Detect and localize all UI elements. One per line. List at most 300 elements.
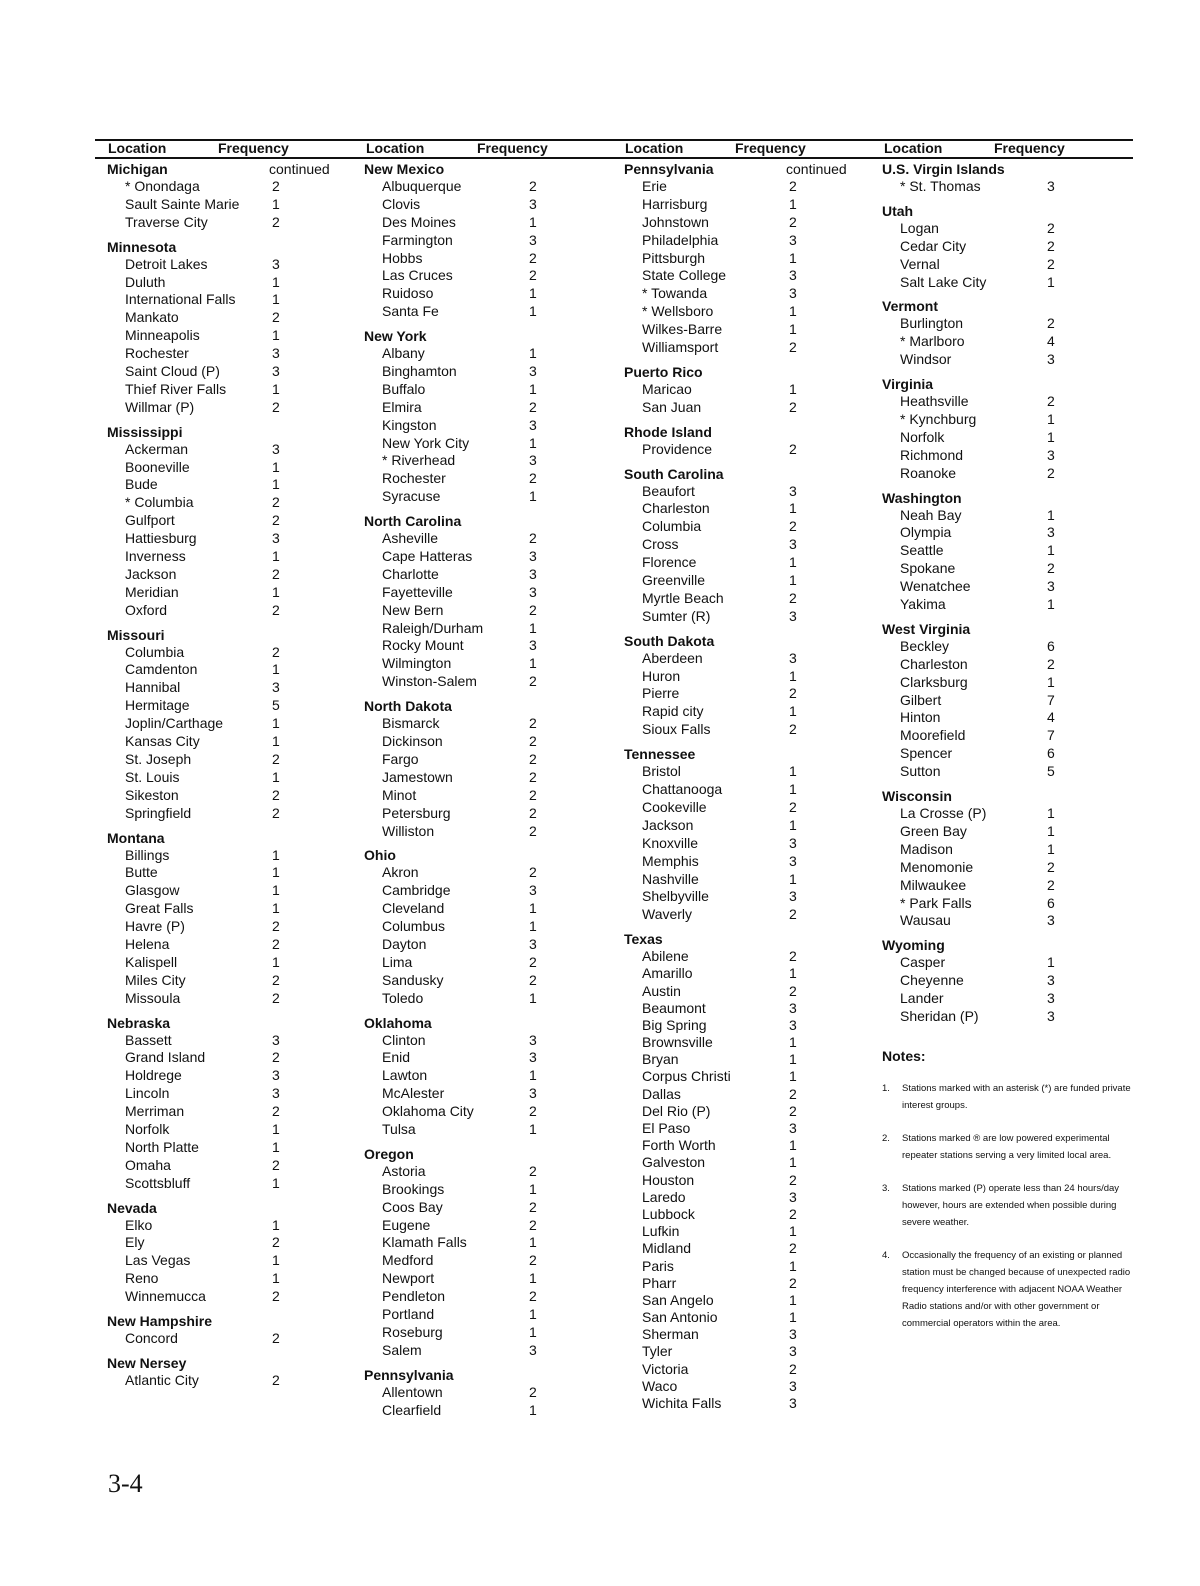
station-frequency: 2 [529, 601, 537, 618]
station-frequency: 1 [789, 1068, 797, 1085]
station-frequency: 2 [529, 822, 537, 839]
station-frequency: 3 [789, 1188, 797, 1205]
notes-section [882, 1048, 1132, 1332]
station-location: Paris [642, 1257, 674, 1274]
station-row [107, 459, 357, 477]
station-location: Austin [642, 982, 681, 999]
station-location: Houston [642, 1171, 695, 1188]
station-row [364, 655, 614, 673]
state-heading [107, 1312, 357, 1330]
station-row [364, 769, 614, 787]
state-heading [107, 1014, 357, 1032]
station-location: Sioux Falls [642, 721, 711, 738]
station-row [624, 250, 874, 268]
station-frequency: 2 [529, 1252, 537, 1269]
station-frequency: 3 [789, 1395, 797, 1412]
station-row [364, 1384, 614, 1402]
station-row [364, 954, 614, 972]
station-location: Rochester [382, 470, 446, 487]
station-location: Providence [642, 440, 713, 457]
station-row [624, 1000, 874, 1017]
station-row [624, 668, 874, 686]
station-location: Duluth [125, 273, 166, 290]
station-location: * Towanda [642, 285, 708, 302]
station-location: Detroit Lakes [125, 255, 208, 272]
station-frequency: 1 [529, 1270, 537, 1287]
station-location: Pierre [642, 685, 680, 702]
station-row [107, 954, 357, 972]
station-row [624, 1223, 874, 1240]
station-row [624, 1206, 874, 1223]
station-location: Fargo [382, 750, 419, 767]
station-row [882, 990, 1132, 1008]
station-frequency: 1 [1047, 542, 1055, 559]
station-row [364, 673, 614, 691]
station-frequency: 3 [529, 583, 537, 600]
station-frequency: 1 [529, 1401, 537, 1418]
station-frequency: 3 [529, 637, 537, 654]
station-location: Winston-Salem [382, 673, 477, 690]
station-row [624, 1189, 874, 1206]
station-location: Beaufort [642, 482, 695, 499]
station-frequency: 2 [789, 213, 797, 230]
state-name: Nebraska [107, 1014, 171, 1031]
station-location: Green Bay [900, 822, 967, 839]
station-frequency: 2 [789, 398, 797, 415]
station-frequency: 3 [789, 649, 797, 666]
station-location: Greenville [642, 572, 706, 589]
station-frequency: 2 [272, 1329, 280, 1346]
station-frequency: 1 [1047, 411, 1055, 428]
note-number: 1. [882, 1082, 890, 1094]
station-location: Moorefield [900, 727, 966, 744]
station-location: * Onondaga [125, 178, 200, 194]
station-row [364, 214, 614, 232]
state-heading [364, 512, 614, 530]
state-name: Wyoming [882, 937, 945, 954]
station-location: Fayetteville [382, 583, 453, 600]
station-location: New York City [382, 434, 470, 451]
station-frequency: 3 [272, 363, 280, 380]
station-location: Harrisburg [642, 195, 708, 212]
station-row [624, 799, 874, 817]
station-column-2 [364, 160, 614, 1419]
station-row [364, 488, 614, 506]
station-frequency: 2 [1047, 560, 1055, 577]
station-row [107, 847, 357, 865]
station-location: Aberdeen [642, 649, 703, 666]
station-row [364, 1288, 614, 1306]
station-location: Kingston [382, 416, 437, 433]
station-row [882, 841, 1132, 859]
station-row [364, 936, 614, 954]
station-row [107, 805, 357, 823]
station-location: Waverly [642, 906, 693, 923]
station-location: Traverse City [125, 213, 208, 230]
station-location: * St. Thomas [900, 178, 981, 194]
station-location: * Columbia [125, 494, 194, 511]
station-location: Ely [125, 1234, 145, 1251]
station-location: Yakima [900, 596, 946, 613]
station-location: Charlotte [382, 565, 439, 582]
station-frequency: 3 [1047, 990, 1055, 1007]
location-header: Location [625, 140, 684, 156]
station-location: Sumter (R) [642, 607, 711, 624]
station-frequency: 1 [789, 303, 797, 320]
station-frequency: 2 [1047, 393, 1055, 410]
station-frequency: 1 [1047, 273, 1055, 290]
station-location: Sutton [900, 763, 941, 780]
station-location: Corpus Christi [642, 1068, 731, 1085]
state-heading [364, 1014, 614, 1032]
station-frequency: 1 [272, 458, 280, 475]
station-frequency: 2 [1047, 255, 1055, 272]
state-heading [882, 160, 1132, 178]
station-location: Maricao [642, 380, 692, 397]
station-row [107, 566, 357, 584]
station-frequency: 3 [529, 231, 537, 248]
station-location: Cambridge [382, 882, 451, 899]
station-row [364, 452, 614, 470]
station-location: Mankato [125, 309, 179, 326]
station-location: Sikeston [125, 786, 179, 803]
station-frequency: 1 [272, 1216, 280, 1233]
station-row [364, 823, 614, 841]
station-frequency: 1 [789, 321, 797, 338]
station-row [624, 1378, 874, 1395]
station-row [882, 178, 1132, 196]
station-row [364, 548, 614, 566]
station-location: Victoria [642, 1360, 689, 1377]
station-frequency: 3 [272, 255, 280, 272]
station-location: Huron [642, 667, 681, 684]
station-location: Forth Worth [642, 1137, 716, 1154]
state-heading [624, 423, 874, 441]
station-location: Jamestown [382, 768, 453, 785]
column-header-4 [884, 140, 1134, 157]
station-frequency: 2 [789, 1274, 797, 1291]
state-heading [107, 829, 357, 847]
station-location: Glasgow [125, 882, 180, 899]
station-row [107, 602, 357, 620]
station-frequency: 6 [1047, 745, 1055, 762]
state-heading [364, 846, 614, 864]
station-row [107, 787, 357, 805]
state-name: Mississippi [107, 423, 183, 440]
station-row [882, 656, 1132, 674]
station-location: Shelbyville [642, 888, 709, 905]
station-location: Norfolk [125, 1120, 170, 1137]
state-heading [107, 423, 357, 441]
station-row [882, 912, 1132, 930]
station-location: Reno [125, 1270, 159, 1287]
station-location: Richmond [900, 446, 964, 463]
station-row [624, 1137, 874, 1154]
station-frequency: 1 [789, 1154, 797, 1171]
station-row [624, 685, 874, 703]
state-heading [364, 327, 614, 345]
station-row [882, 596, 1132, 614]
station-frequency: 2 [529, 1103, 537, 1120]
station-frequency: 2 [1047, 237, 1055, 254]
station-location: Gulfport [125, 512, 175, 529]
station-frequency: 3 [1047, 178, 1055, 194]
state-name: New Hampshire [107, 1312, 213, 1329]
station-row [107, 399, 357, 417]
station-row [107, 441, 357, 459]
state-name: U.S. Virgin Islands [882, 161, 1005, 177]
station-row [882, 578, 1132, 596]
station-frequency: 2 [272, 601, 280, 618]
station-frequency: 1 [272, 583, 280, 600]
station-row [624, 1103, 874, 1120]
station-row [364, 1270, 614, 1288]
station-location: Missoula [125, 989, 181, 1006]
station-row [624, 983, 874, 1000]
station-location: Neah Bay [900, 506, 962, 523]
state-heading [624, 465, 874, 483]
station-row [107, 512, 357, 530]
station-location: Cross [642, 536, 679, 553]
note-text: Stations marked (P) operate less than 24 hours/day however, hours are extended when possible during severe weather. [902, 1182, 1120, 1228]
station-location: Santa Fe [382, 303, 439, 320]
station-location: Laredo [642, 1188, 686, 1205]
state-heading [364, 160, 614, 178]
station-frequency: 2 [272, 178, 280, 194]
column-header-1 [108, 140, 358, 157]
station-row [624, 321, 874, 339]
note-number: 2. [882, 1132, 890, 1144]
station-row [624, 1034, 874, 1051]
station-location: Columbus [382, 918, 446, 935]
station-location: Asheville [382, 530, 439, 547]
station-frequency: 3 [1047, 912, 1055, 929]
station-location: Winnemucca [125, 1288, 206, 1305]
station-location: Des Moines [382, 213, 456, 230]
station-frequency: 1 [789, 965, 797, 982]
station-row [882, 447, 1132, 465]
station-location: Cookeville [642, 798, 707, 815]
station-frequency: 1 [529, 303, 537, 320]
state-name: Tennessee [624, 746, 696, 763]
station-frequency: 3 [789, 267, 797, 284]
station-frequency: 3 [529, 363, 537, 380]
station-column-4 [882, 160, 1132, 1332]
state-name: Michigan [107, 161, 168, 177]
station-row [882, 524, 1132, 542]
station-row [364, 972, 614, 990]
station-frequency: 1 [789, 572, 797, 589]
station-frequency: 1 [272, 1174, 280, 1191]
notes-list [882, 1080, 1132, 1332]
station-row [107, 1175, 357, 1193]
station-row [364, 1217, 614, 1235]
station-location: Bristol [642, 763, 681, 780]
station-row [107, 918, 357, 936]
station-frequency: 2 [529, 1216, 537, 1233]
station-frequency: 2 [789, 1360, 797, 1377]
station-row [364, 345, 614, 363]
station-row [107, 990, 357, 1008]
station-location: Knoxville [642, 834, 699, 851]
station-frequency: 3 [529, 565, 537, 582]
state-name: North Dakota [364, 698, 452, 715]
station-row [624, 483, 874, 501]
station-frequency: 3 [272, 1031, 280, 1048]
station-row [624, 853, 874, 871]
station-row [624, 1258, 874, 1275]
station-location: Abilene [642, 948, 689, 965]
station-row [624, 554, 874, 572]
station-row [624, 267, 874, 285]
station-row [107, 494, 357, 512]
station-frequency: 1 [272, 715, 280, 732]
station-row [364, 1085, 614, 1103]
note-item [882, 1130, 1132, 1164]
notes-title: Notes: [882, 1047, 926, 1064]
station-row [107, 715, 357, 733]
station-location: Olympia [900, 524, 952, 541]
station-frequency: 2 [789, 798, 797, 815]
station-row [364, 1032, 614, 1050]
station-location: Bryan [642, 1051, 679, 1068]
station-frequency: 2 [529, 750, 537, 767]
station-frequency: 5 [272, 697, 280, 714]
station-row [364, 285, 614, 303]
station-frequency: 1 [789, 380, 797, 397]
station-location: Saint Cloud (P) [125, 363, 220, 380]
station-location: Cedar City [900, 237, 967, 254]
state-name: Missouri [107, 626, 165, 643]
station-frequency: 1 [789, 870, 797, 887]
station-frequency: 4 [1047, 709, 1055, 726]
station-location: Oxford [125, 601, 168, 618]
station-row [624, 590, 874, 608]
station-location: * Kynchburg [900, 411, 977, 428]
station-frequency: 2 [789, 440, 797, 457]
station-frequency: 2 [789, 1085, 797, 1102]
station-location: North Platte [125, 1138, 199, 1155]
station-frequency: 1 [529, 380, 537, 397]
station-location: Concord [125, 1329, 178, 1346]
station-location: Bude [125, 476, 158, 493]
station-row [364, 715, 614, 733]
station-row [107, 644, 357, 662]
station-location: Las Cruces [382, 267, 453, 284]
station-location: Menomonie [900, 858, 974, 875]
station-location: Galveston [642, 1154, 706, 1171]
state-heading [624, 363, 874, 381]
station-row [364, 637, 614, 655]
station-row [882, 805, 1132, 823]
station-frequency: 3 [789, 999, 797, 1016]
station-frequency: 2 [1047, 464, 1055, 481]
station-location: Wichita Falls [642, 1395, 722, 1412]
station-frequency: 1 [789, 554, 797, 571]
station-location: Waco [642, 1377, 678, 1394]
station-frequency: 3 [789, 607, 797, 624]
station-frequency: 1 [789, 249, 797, 266]
station-frequency: 1 [1047, 428, 1055, 445]
station-location: Coos Bay [382, 1198, 443, 1215]
station-row [107, 1270, 357, 1288]
station-row [364, 918, 614, 936]
station-row [107, 972, 357, 990]
station-frequency: 2 [529, 864, 537, 881]
station-row [364, 900, 614, 918]
station-location: St. Joseph [125, 750, 192, 767]
station-location: El Paso [642, 1120, 691, 1137]
station-frequency: 2 [272, 750, 280, 767]
station-location: Hattiesburg [125, 530, 197, 547]
station-row [624, 608, 874, 626]
station-frequency: 2 [789, 1171, 797, 1188]
station-row [882, 638, 1132, 656]
station-frequency: 1 [1047, 506, 1055, 523]
station-row [107, 530, 357, 548]
station-frequency: 1 [529, 918, 537, 935]
station-frequency: 1 [1047, 596, 1055, 613]
station-location: Spencer [900, 745, 953, 762]
station-row [882, 411, 1132, 429]
state-name: Washington [882, 489, 962, 506]
station-frequency: 1 [272, 900, 280, 917]
station-row [624, 1051, 874, 1068]
station-row [624, 948, 874, 965]
state-name: Oklahoma [364, 1014, 432, 1031]
station-frequency: 6 [1047, 894, 1055, 911]
station-location: Seattle [900, 542, 944, 559]
station-frequency: 1 [272, 1138, 280, 1155]
station-location: Charleston [900, 655, 968, 672]
station-frequency: 3 [529, 882, 537, 899]
station-location: Clovis [382, 195, 421, 212]
station-row [882, 238, 1132, 256]
station-row [107, 1103, 357, 1121]
station-frequency: 3 [1047, 351, 1055, 368]
station-row [882, 351, 1132, 369]
station-frequency: 3 [1047, 524, 1055, 541]
note-number: 3. [882, 1182, 890, 1194]
station-row [624, 871, 874, 889]
station-row [882, 954, 1132, 972]
station-row [107, 1139, 357, 1157]
station-location: Helena [125, 935, 170, 952]
station-frequency: 1 [272, 864, 280, 881]
station-frequency: 2 [529, 267, 537, 284]
station-frequency: 2 [529, 804, 537, 821]
station-frequency: 1 [1047, 805, 1055, 822]
station-frequency: 2 [272, 565, 280, 582]
station-frequency: 2 [789, 1240, 797, 1257]
station-frequency: 3 [789, 1377, 797, 1394]
station-row [364, 1067, 614, 1085]
station-row [107, 1067, 357, 1085]
station-frequency: 2 [272, 935, 280, 952]
station-column-1 [107, 160, 357, 1390]
station-location: Eugene [382, 1216, 431, 1233]
station-row [107, 679, 357, 697]
state-name: Puerto Rico [624, 363, 703, 380]
station-frequency: 2 [272, 398, 280, 415]
station-row [364, 1306, 614, 1324]
station-row [882, 315, 1132, 333]
station-frequency: 3 [529, 416, 537, 433]
station-frequency: 1 [529, 285, 537, 302]
frequency-header: Frequency [994, 140, 1065, 156]
station-row [107, 1372, 357, 1390]
station-location: Minneapolis [125, 327, 200, 344]
